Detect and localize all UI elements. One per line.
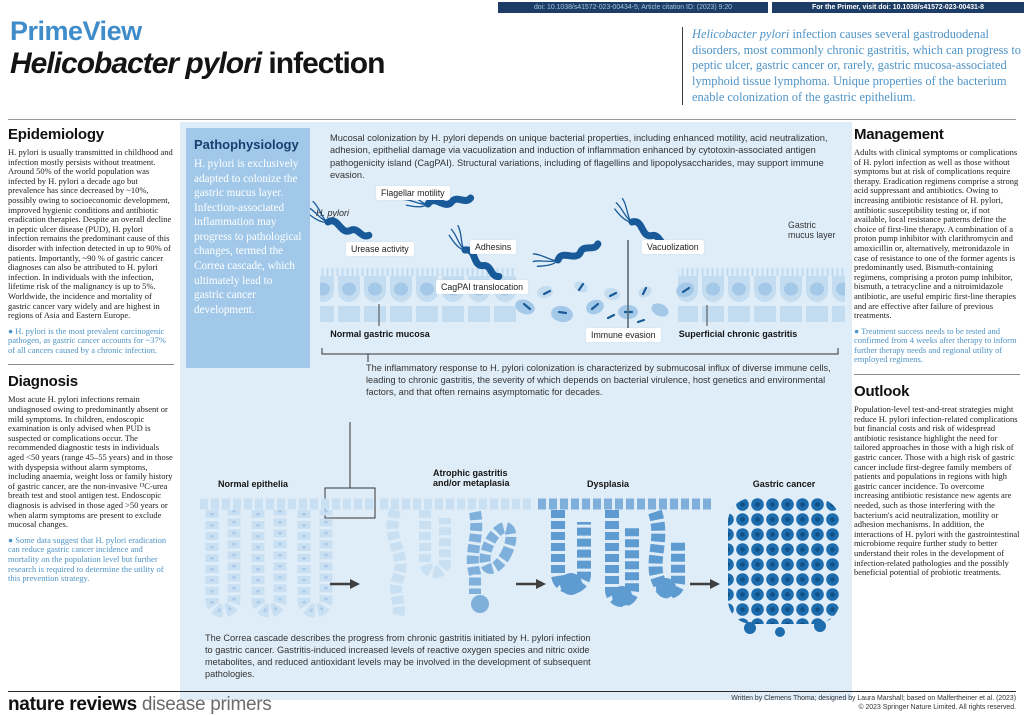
primer-link-bar xyxy=(772,2,1024,13)
page-title xyxy=(10,47,384,81)
gastric-epithelium xyxy=(320,268,845,322)
diagnosis-heading: Diagnosis xyxy=(8,373,78,391)
pathophysiology-heading: Pathophysiology xyxy=(194,137,299,152)
stage-label-dysplasia: Dysplasia xyxy=(586,479,630,489)
h-pylori-label: H. pylori xyxy=(316,208,350,218)
stage-cancer-mass xyxy=(728,498,840,637)
stage-normal-glands xyxy=(212,510,326,611)
management-body: Adults with clinical symptoms or complications of H. pylori infection as well as those without symptoms but at risk of complications require therapy. Eradication regimens comprise a strong acid suppressant and antibiotics. Owing to increasing antibiotic resistance of H. pylori, antibiotic susceptibility testing or, if not available, local resistance patterns define the choice of first-line therapy. A combination of a proton pump inhibitor with clarithromycin and amoxicillin or, alternatively, metronidazole in case of resistance to one of the former agents is predominantly used. Bismuth-containing regimens, comprising a proton pump inhibitor, bismuth, a tetracycline and a nitroimidazole antibiotic, are useful empiric first-line therapies and are effective after failure of previous treatments. xyxy=(854,147,1019,321)
credit-line-2: © 2023 Springer Nature Limited. All rights reserved. xyxy=(858,704,1016,712)
outlook-heading: Outlook xyxy=(854,383,910,401)
journal-brand-bold: nature reviews xyxy=(8,694,137,715)
gastric-mucus-layer-label: Gastric mucus layer xyxy=(788,220,836,240)
left-column xyxy=(8,126,174,584)
adhesins-chip: Adhesins xyxy=(470,240,516,254)
flagellar-motility-chip: Flagellar motility xyxy=(376,186,450,200)
stage-atrophic-glands xyxy=(392,510,516,616)
immune-evasion-chip: Immune evasion xyxy=(586,328,661,342)
doi-text: doi: 10.1038/s41572-023-00434-5; Article citation ID: (2023) 9:20 xyxy=(533,4,733,11)
section-diagnosis xyxy=(8,364,174,583)
primeview-kicker: PrimeView xyxy=(10,16,142,46)
urease-activity-chip: Urease activity xyxy=(346,242,414,256)
intro-rest: infection causes several gastroduodenal disorders, most commonly chronic gastritis, which can progress to peptic ulcer, gastric cancer or, rarely, gastric mucosa-associated lymphoid tissue lymphoma. Unique properties of the bacterium enable colonization of the gastric epithelium. xyxy=(692,27,1021,104)
journal-brand xyxy=(8,694,271,715)
primer-link-text[interactable]: For the Primer, visit doi: 10.1038/s41572-023-00431-8 xyxy=(812,4,984,11)
superficial-chronic-gastritis-label: Superficial chronic gastritis xyxy=(678,329,798,339)
h-pylori-bacteria xyxy=(304,183,676,279)
inflammation-note: The inflammatory response to H. pylori colonization is characterized by submucosal influx of diverse immune cells, leading to chronic gastritis, the severity of which depends on bacterial virulence, host genetics and environmental factors, and that often remains asymptomatic for decades. xyxy=(366,363,831,397)
normal-gastric-mucosa-label: Normal gastric mucosa xyxy=(330,329,430,339)
diagnosis-body: Most acute H. pylori infections remain undiagnosed owing to predominantly absent or mild symptoms. In children, endoscopic examination is only advised when PUD is suspected or complications occur. The recommended diagnostic tests in individuals aged <50 years (range 45–55 years) and in those with dyspepsia without alarm symptoms, including anaemia, weight loss or family history of gastric cancer, are the non-invasive ¹³C-urea breath test and stool antigen test. Endoscopic diagnosis is advised in those aged >50 years or when alarm symptoms are present to exclude mucosal changes. xyxy=(8,394,173,530)
epidemiology-body: H. pylori is usually transmitted in childhood and infection mostly persists without treatment. Around 50% of the world population was infected by H. pylori a decade ago but prevalence has since decreased by ~10%, possibly owing to socioeconomic development, improved hygienic conditions and antibiotic eradication therapies. Despite an overall decline in peptic ulcer disease (PUD), H. pylori infection remains the predominant cause of this disorder with infection detected in up to 90% of patients. Importantly, ~90 % of gastric cancer diagnoses can also be attributed to H. pylori infection. In individuals with the infection, lifetime risk of the malignancy is up to 5%. Worldwide, the incidence and mortality of gastric cancer vary widely and are highest in regions of Asia and Eastern Europe. xyxy=(8,147,173,321)
immune-evasion-arrow xyxy=(624,240,633,340)
pathophysiology-panel xyxy=(180,122,852,700)
outlook-body: Population-level test-and-treat strategies might reduce H. pylori infection-related complications but financial costs and risk of widespread antibiotic resistance highlight the need for tailored approaches in those with a high risk of gastric cancer. Those with a high risk of gastric cancer include first-degree family members of patients and populations in regions with high gastric cancer incidence. To overcome increasing antibiotic resistance new agents are needed, such as those interfering with the bacterium's acid neutralization, motility or adhesion mechanisms. In addition, the interactions of H. pylori with the gastrointestinal microbiome require further study to better understand their roles in the development of infection-related pathologies and the possibly beneficial potential of probiotic treatments. xyxy=(854,404,1020,578)
header-divider xyxy=(8,119,1016,120)
diagram-intro: Mucosal colonization by H. pylori depends on unique bacterial properties, including enhanced motility, acid neutralization, adhesion, epithelial damage via vacuolization and induction of inflammation enhanced by cytotoxin-associated antigen pathogenicity island (CagPAI). Structural variations, including of flagellins and lipopolysaccharides, may support immune evasion. xyxy=(330,133,828,180)
management-heading: Management xyxy=(854,126,944,143)
page-title-species: Helicobacter pylori xyxy=(10,47,262,80)
stage-label-atrophic-gastritis: Atrophic gastritis and/or metaplasia xyxy=(433,468,510,488)
right-column xyxy=(854,126,1020,578)
epidemiology-heading: Epidemiology xyxy=(8,126,104,143)
management-keypoint: ● Treatment success needs to be tested and confirmed from 4 weeks after therapy to inform further therapy needs and regional utility of employed regimens. xyxy=(854,325,1017,365)
section-epidemiology xyxy=(8,126,174,355)
credit-line-1: Written by Clemens Thoma; designed by Laura Marshall; based on Malfertheiner et al. (2023) xyxy=(731,695,1016,702)
cagpai-translocation-chip: CagPAI translocation xyxy=(436,280,528,294)
journal-brand-light: disease primers xyxy=(141,694,272,715)
section-management xyxy=(854,126,1020,365)
section-outlook xyxy=(854,374,1020,578)
intro-species: Helicobacter pylori xyxy=(692,27,790,41)
pathophysiology-box xyxy=(186,128,310,368)
stage-label-gastric-cancer: Gastric cancer xyxy=(752,479,816,489)
atrophic-blob xyxy=(471,595,489,613)
diagnosis-keypoint: ● Some data suggest that H. pylori eradication can reduce gastric cancer incidence and mortality on the population level but further research is required to determine the utility of this prevention strategy. xyxy=(8,534,167,584)
footer-divider xyxy=(8,691,1016,692)
stage-label-normal-epithelia: Normal epithelia xyxy=(217,479,289,489)
credits xyxy=(731,694,1016,713)
epidemiology-keypoint: ● H. pylori is the most prevalent carcinogenic pathogen, as gastric cancer accounts for ~37% of all cancers caused by a chronic infection. xyxy=(8,325,166,355)
correa-cascade-note: The Correa cascade describes the progress from chronic gastritis initiated by H. pylori infection to gastric cancer. Gastritis-induced increased levels of reactive oxygen species and nitric oxide metabolites, and reduced antioxidant levels may be involved in the development of subsequent pathologies. xyxy=(205,633,591,679)
intro-abstract xyxy=(682,27,1022,105)
pathophysiology-body: H. pylori is exclusively adapted to colonize the gastric mucus layer. Infection-associated inflammation may progress to pathological changes, termed the Correa cascade, which ultimately lead to gastric cancer development. xyxy=(194,158,302,316)
page-title-rest: infection xyxy=(261,47,385,80)
damaged-epithelium-fragments xyxy=(513,279,696,324)
doi-bar xyxy=(498,2,768,13)
vacuolization-chip: Vacuolization xyxy=(642,240,704,254)
